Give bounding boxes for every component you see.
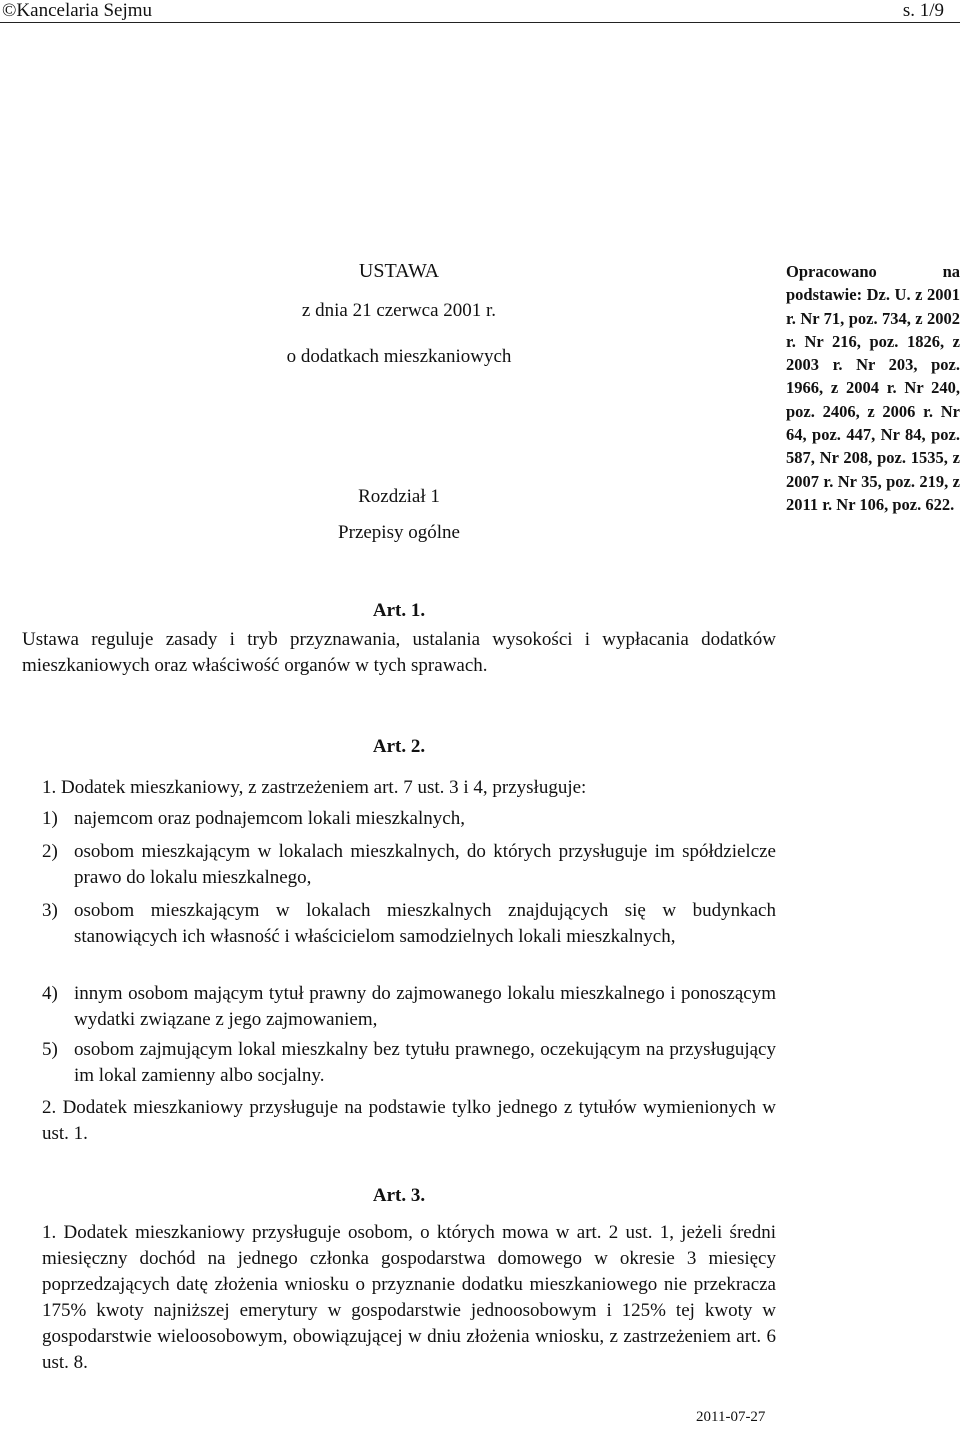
- list-item-number: 5): [42, 1039, 58, 1060]
- article-2-heading: Art. 2.: [372, 736, 426, 757]
- list-item-number: 3): [42, 900, 58, 921]
- chapter-name: Przepisy ogólne: [338, 522, 460, 543]
- article-3-heading: Art. 3.: [372, 1185, 426, 1206]
- page-number: s. 1/9: [902, 0, 944, 21]
- article-1-heading: Art. 1.: [372, 600, 426, 621]
- act-subject: o dodatkach mieszkaniowych: [286, 346, 512, 367]
- article-2-paragraph-2: 2. Dodatek mieszkaniowy przysługuje na podstawie tylko jednego z tytułów wymienionych w ust. 1.: [42, 1097, 776, 1144]
- list-item-text: najemcom oraz podnajemcom lokali mieszkalnych,: [74, 808, 465, 829]
- list-item-number: 2): [42, 841, 58, 862]
- list-item-text: osobom zajmującym lokal mieszkalny bez tytułu prawnego, oczekującym na przysługujący im lokal zamienny albo socjalny.: [74, 1039, 776, 1086]
- footer-date: 2011-07-27: [696, 1409, 766, 1425]
- source-note: Opracowano na podstawie: Dz. U. z 2001 r. Nr 71, poz. 734, z 2002 r. Nr 216, poz. 1826, z 2003 r. Nr 203, poz. 1966, z 2004 r. Nr 240, poz. 2406, z 2006 r. Nr 64, poz. 447, Nr 84, poz. 587, Nr 208, poz. 1535, z 2007 r. Nr 35, poz. 219, z 2011 r. Nr 106, poz. 622.: [786, 262, 960, 514]
- list-item-text: osobom mieszkającym w lokalach mieszkalnych znajdujących się w budynkach stanowiących ich własność i właścicielom samodzielnych lokali mieszkalnych,: [74, 900, 776, 947]
- page-header: [0, 0, 960, 23]
- list-item-text: osobom mieszkającym w lokalach mieszkalnych, do których przysługuje im spółdzielcze prawo do lokalu mieszkalnego,: [74, 841, 776, 888]
- publisher-label: ©Kancelaria Sejmu: [2, 0, 153, 21]
- list-item-number: 4): [42, 983, 58, 1004]
- act-title: USTAWA: [358, 260, 440, 282]
- list-item-text: innym osobom mającym tytuł prawny do zajmowanego lokalu mieszkalnego i ponoszącym wydatki związane z jego zajmowaniem,: [74, 983, 776, 1030]
- act-date: z dnia 21 czerwca 2001 r.: [301, 300, 497, 321]
- article-2-paragraph-1: 1. Dodatek mieszkaniowy, z zastrzeżeniem art. 7 ust. 3 i 4, przysługuje:: [42, 777, 587, 798]
- article-1-text: Ustawa reguluje zasady i tryb przyznawania, ustalania wysokości i wypłacania dodatków mieszkaniowych oraz właściwość organów w tych sprawach.: [22, 629, 776, 676]
- article-3-paragraph-1: 1. Dodatek mieszkaniowy przysługuje osobom, o których mowa w art. 2 ust. 1, jeżeli średni miesięczny dochód na jednego członka gospodarstwa domowego w okresie 3 miesięcy poprzedzających datę złożenia wniosku o przyznanie dodatku mieszkaniowego nie przekracza 175% kwoty najniższej emerytury w gospodarstwie jednoosobowym i 125% tej kwoty w gospodarstwie wieloosobowym, obowiązującej w dniu złożenia wniosku, z zastrzeżeniem art. 6 ust. 8.: [42, 1222, 776, 1373]
- chapter-number: Rozdział 1: [358, 486, 440, 507]
- list-item-number: 1): [42, 808, 58, 829]
